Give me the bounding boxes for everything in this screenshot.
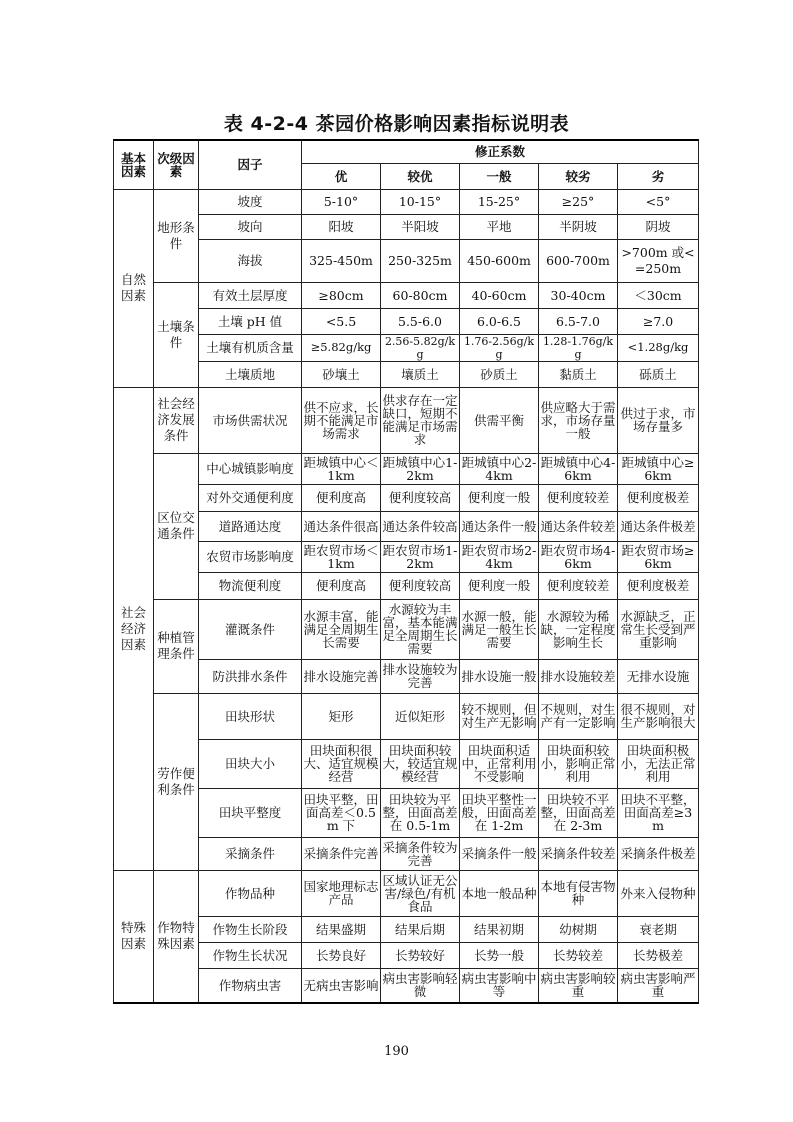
table-cell: 水源丰富，能满足全周期生长需要 bbox=[302, 599, 381, 659]
header-correction-coefficient: 修正系数 bbox=[302, 140, 699, 163]
table-cell: 便利度极差 bbox=[618, 572, 699, 599]
table-cell: <5° bbox=[618, 189, 699, 214]
factor-label: 田块大小 bbox=[199, 739, 302, 788]
table-cell: 矩形 bbox=[302, 693, 381, 739]
table-cell: 距农贸市场≥6km bbox=[618, 541, 699, 572]
table-cell: 6.5-7.0 bbox=[539, 308, 618, 334]
table-cell: 国家地理标志产品 bbox=[302, 870, 381, 916]
table-cell: 450-600m bbox=[460, 239, 539, 282]
table-cell: 阳坡 bbox=[302, 214, 381, 239]
table-cell: 供不应求，长期不能满足市场需求 bbox=[302, 387, 381, 453]
table-cell: 本地一般品种 bbox=[460, 870, 539, 916]
table-cell: 1.28-1.76g/kg bbox=[539, 334, 618, 361]
table-cell: 病虫害影响较重 bbox=[539, 968, 618, 1003]
factor-label: 有效土层厚度 bbox=[199, 282, 302, 308]
table-cell: 田块较为平整，田面高差在 0.5-1m bbox=[381, 788, 460, 837]
table-cell: 幼树期 bbox=[539, 916, 618, 942]
header-level-poor: 较劣 bbox=[539, 163, 618, 189]
table-cell: 便利度较差 bbox=[539, 572, 618, 599]
table-cell: 通达条件很高 bbox=[302, 511, 381, 541]
table-cell: 采摘条件一般 bbox=[460, 837, 539, 870]
table-cell: 1.76-2.56g/kg bbox=[460, 334, 539, 361]
table-cell: <5.5 bbox=[302, 308, 381, 334]
table-cell: 5.5-6.0 bbox=[381, 308, 460, 334]
table-cell: 通达条件较差 bbox=[539, 511, 618, 541]
table-cell: 田块平整性一般，田面高差在 1-2m bbox=[460, 788, 539, 837]
table-cell: 10-15° bbox=[381, 189, 460, 214]
table-cell: 便利度较高 bbox=[381, 572, 460, 599]
table-cell: 15-25° bbox=[460, 189, 539, 214]
group-special: 特殊因素 bbox=[114, 870, 154, 1003]
table-cell: 供应略大于需求，市场存量一般 bbox=[539, 387, 618, 453]
table-cell: 阴坡 bbox=[618, 214, 699, 239]
subgroup-socio-dev: 社会经济发展条件 bbox=[154, 387, 199, 453]
table-cell: 结果后期 bbox=[381, 916, 460, 942]
table-cell: 长势较好 bbox=[381, 942, 460, 968]
header-level-bad: 劣 bbox=[618, 163, 699, 189]
subgroup-planting: 种植管理条件 bbox=[154, 599, 199, 693]
table-cell: 很不规则，对生产影响很大 bbox=[618, 693, 699, 739]
table-cell: 距农贸市场4-6km bbox=[539, 541, 618, 572]
table-cell: 黏质土 bbox=[539, 361, 618, 387]
table-cell: 水源较为丰富，基本能满足全周期生长需要 bbox=[381, 599, 460, 659]
table-cell: 田块面积较小，影响正常利用 bbox=[539, 739, 618, 788]
table-cell: 田块面积很大、适宜规模经营 bbox=[302, 739, 381, 788]
table-cell: 田块不平整，田面高差≥3m bbox=[618, 788, 699, 837]
header-level-average: 一般 bbox=[460, 163, 539, 189]
factor-label: 作物生长状况 bbox=[199, 942, 302, 968]
factor-label: 土壤 pH 值 bbox=[199, 308, 302, 334]
subgroup-soil: 土壤条件 bbox=[154, 282, 199, 387]
table-title: 表 4-2-4 茶园价格影响因素指标说明表 bbox=[223, 113, 570, 135]
table-cell: 田块面积极小，无法正常利用 bbox=[618, 739, 699, 788]
table-cell: 排水设施较为完善 bbox=[381, 659, 460, 693]
table-cell: 便利度一般 bbox=[460, 484, 539, 511]
table-cell: 距农贸市场2-4km bbox=[460, 541, 539, 572]
header-level-excellent: 优 bbox=[302, 163, 381, 189]
table-cell: 便利度极差 bbox=[618, 484, 699, 511]
table-cell: ≥25° bbox=[539, 189, 618, 214]
header-level-good: 较优 bbox=[381, 163, 460, 189]
header-basic-factor: 基本因素 bbox=[114, 140, 154, 189]
subgroup-labor: 劳作便利条件 bbox=[154, 693, 199, 870]
factor-label: 田块形状 bbox=[199, 693, 302, 739]
factor-label: 中心城镇影响度 bbox=[199, 453, 302, 484]
table-cell: 40-60cm bbox=[460, 282, 539, 308]
table-cell: 半阳坡 bbox=[381, 214, 460, 239]
table-cell: 病虫害影响轻微 bbox=[381, 968, 460, 1003]
table-cell: 供过于求，市场存量多 bbox=[618, 387, 699, 453]
table-cell: 排水设施完善 bbox=[302, 659, 381, 693]
table-cell: 距城镇中心≥6km bbox=[618, 453, 699, 484]
table-cell: 田块面积较大，较适宜规模经营 bbox=[381, 739, 460, 788]
factor-label: 灌溉条件 bbox=[199, 599, 302, 659]
table-cell: 便利度较差 bbox=[539, 484, 618, 511]
table-cell: 结果初期 bbox=[460, 916, 539, 942]
factor-label: 作物病虫害 bbox=[199, 968, 302, 1003]
table-cell: 排水设施较差 bbox=[539, 659, 618, 693]
table-cell: >700m 或<=250m bbox=[618, 239, 699, 282]
factor-label: 田块平整度 bbox=[199, 788, 302, 837]
table-cell: 通达条件极差 bbox=[618, 511, 699, 541]
page-number: 190 bbox=[384, 1044, 409, 1059]
table-cell: 距农贸市场1-2km bbox=[381, 541, 460, 572]
table-cell: 采摘条件完善 bbox=[302, 837, 381, 870]
table-cell: 采摘条件极差 bbox=[618, 837, 699, 870]
table-cell: 30-40cm bbox=[539, 282, 618, 308]
table-cell: 近似矩形 bbox=[381, 693, 460, 739]
table-cell: 600-700m bbox=[539, 239, 618, 282]
price-factor-table bbox=[113, 139, 699, 1004]
factor-label: 道路通达度 bbox=[199, 511, 302, 541]
factor-label: 防洪排水条件 bbox=[199, 659, 302, 693]
table-cell: 便利度一般 bbox=[460, 572, 539, 599]
table-cell: 病虫害影响严重 bbox=[618, 968, 699, 1003]
table-cell: 长势一般 bbox=[460, 942, 539, 968]
table-cell: 病虫害影响中等 bbox=[460, 968, 539, 1003]
table-cell: 便利度高 bbox=[302, 484, 381, 511]
table-cell: 田块面积适中，正常利用不受影响 bbox=[460, 739, 539, 788]
group-natural: 自然因素 bbox=[114, 189, 154, 387]
table-cell: 较不规则，但对生产无影响 bbox=[460, 693, 539, 739]
group-social: 社会经济因素 bbox=[114, 387, 154, 870]
table-cell: 水源一般，能满足一般生长需要 bbox=[460, 599, 539, 659]
table-cell: 长势较差 bbox=[539, 942, 618, 968]
table-cell: 不规则，对生产有一定影响 bbox=[539, 693, 618, 739]
table-cell: 水源缺乏，正常生长受到严重影响 bbox=[618, 599, 699, 659]
table-cell: 平地 bbox=[460, 214, 539, 239]
table-cell: 砂质土 bbox=[460, 361, 539, 387]
table-cell: 距农贸市场＜1km bbox=[303, 542, 379, 571]
subgroup-crop: 作物特殊因素 bbox=[154, 870, 199, 1003]
factor-label: 土壤质地 bbox=[199, 361, 302, 387]
factor-label: 土壤有机质含量 bbox=[199, 334, 302, 361]
table-cell: 距城镇中心1-2km bbox=[381, 453, 460, 484]
table-cell: 田块较不平整，田面高差在 2-3m bbox=[539, 788, 618, 837]
table-cell: 325-450m bbox=[302, 239, 381, 282]
header-secondary-factor: 次级因素 bbox=[154, 140, 199, 189]
table-cell: 排水设施一般 bbox=[460, 659, 539, 693]
table-cell: 通达条件一般 bbox=[460, 511, 539, 541]
table-cell: ≥80cm bbox=[302, 282, 381, 308]
factor-label: 农贸市场影响度 bbox=[199, 541, 302, 572]
table-cell: 区域认证无公害/绿色/有机食品 bbox=[381, 870, 460, 916]
table-cell: 采摘条件较为完善 bbox=[381, 837, 460, 870]
table-cell: 便利度较高 bbox=[381, 484, 460, 511]
table-cell: 水源较为稀缺，一定程度影响生长 bbox=[539, 599, 618, 659]
factor-label: 海拔 bbox=[199, 239, 302, 282]
table-cell: 长势极差 bbox=[618, 942, 699, 968]
table-cell: 无病虫害影响 bbox=[302, 968, 381, 1003]
table-cell: ≥5.82g/kg bbox=[302, 334, 381, 361]
factor-label: 采摘条件 bbox=[199, 837, 302, 870]
table-cell: 半阴坡 bbox=[539, 214, 618, 239]
table-cell: ≥7.0 bbox=[618, 308, 699, 334]
header-factor: 因子 bbox=[199, 140, 302, 189]
table-cell: 壤质土 bbox=[381, 361, 460, 387]
table-cell: <1.28g/kg bbox=[618, 334, 699, 361]
table-cell: 距城镇中心＜1km bbox=[303, 454, 379, 483]
table-cell: 距城镇中心4-6km bbox=[539, 453, 618, 484]
table-cell: 结果盛期 bbox=[302, 916, 381, 942]
table-cell: 6.0-6.5 bbox=[460, 308, 539, 334]
factor-label: 作物生长阶段 bbox=[199, 916, 302, 942]
factor-label: 物流便利度 bbox=[199, 572, 302, 599]
factor-label: 作物品种 bbox=[199, 870, 302, 916]
table-cell: 供求存在一定缺口，短期不能满足市场需求 bbox=[381, 387, 460, 453]
table-cell: 田块平整，田面高差＜0.5m 下 bbox=[302, 788, 381, 837]
subgroup-terrain: 地形条件 bbox=[154, 189, 199, 282]
table-cell: 供需平衡 bbox=[460, 387, 539, 453]
table-cell: 无排水设施 bbox=[618, 659, 699, 693]
table-cell: 250-325m bbox=[381, 239, 460, 282]
table-cell: 60-80cm bbox=[381, 282, 460, 308]
table-cell: 距城镇中心2-4km bbox=[460, 453, 539, 484]
factor-label: 坡度 bbox=[199, 189, 302, 214]
factor-label: 坡向 bbox=[199, 214, 302, 239]
table-cell: 砂壤土 bbox=[302, 361, 381, 387]
table-cell: 衰老期 bbox=[618, 916, 699, 942]
table-cell: 2.56-5.82g/kg bbox=[381, 334, 460, 361]
table-cell: 长势良好 bbox=[302, 942, 381, 968]
table-cell: 通达条件较高 bbox=[381, 511, 460, 541]
factor-label: 对外交通便利度 bbox=[199, 484, 302, 511]
subgroup-location: 区位交通条件 bbox=[154, 453, 199, 599]
table-cell: 便利度高 bbox=[302, 572, 381, 599]
table-cell: 采摘条件较差 bbox=[539, 837, 618, 870]
table-cell: 本地有侵害物种 bbox=[539, 870, 618, 916]
table-cell: 5-10° bbox=[302, 189, 381, 214]
table-cell: ＜30cm bbox=[618, 282, 699, 308]
factor-label: 市场供需状况 bbox=[199, 387, 302, 453]
table-cell: 外来入侵物种 bbox=[618, 870, 699, 916]
table-cell: 砾质土 bbox=[618, 361, 699, 387]
